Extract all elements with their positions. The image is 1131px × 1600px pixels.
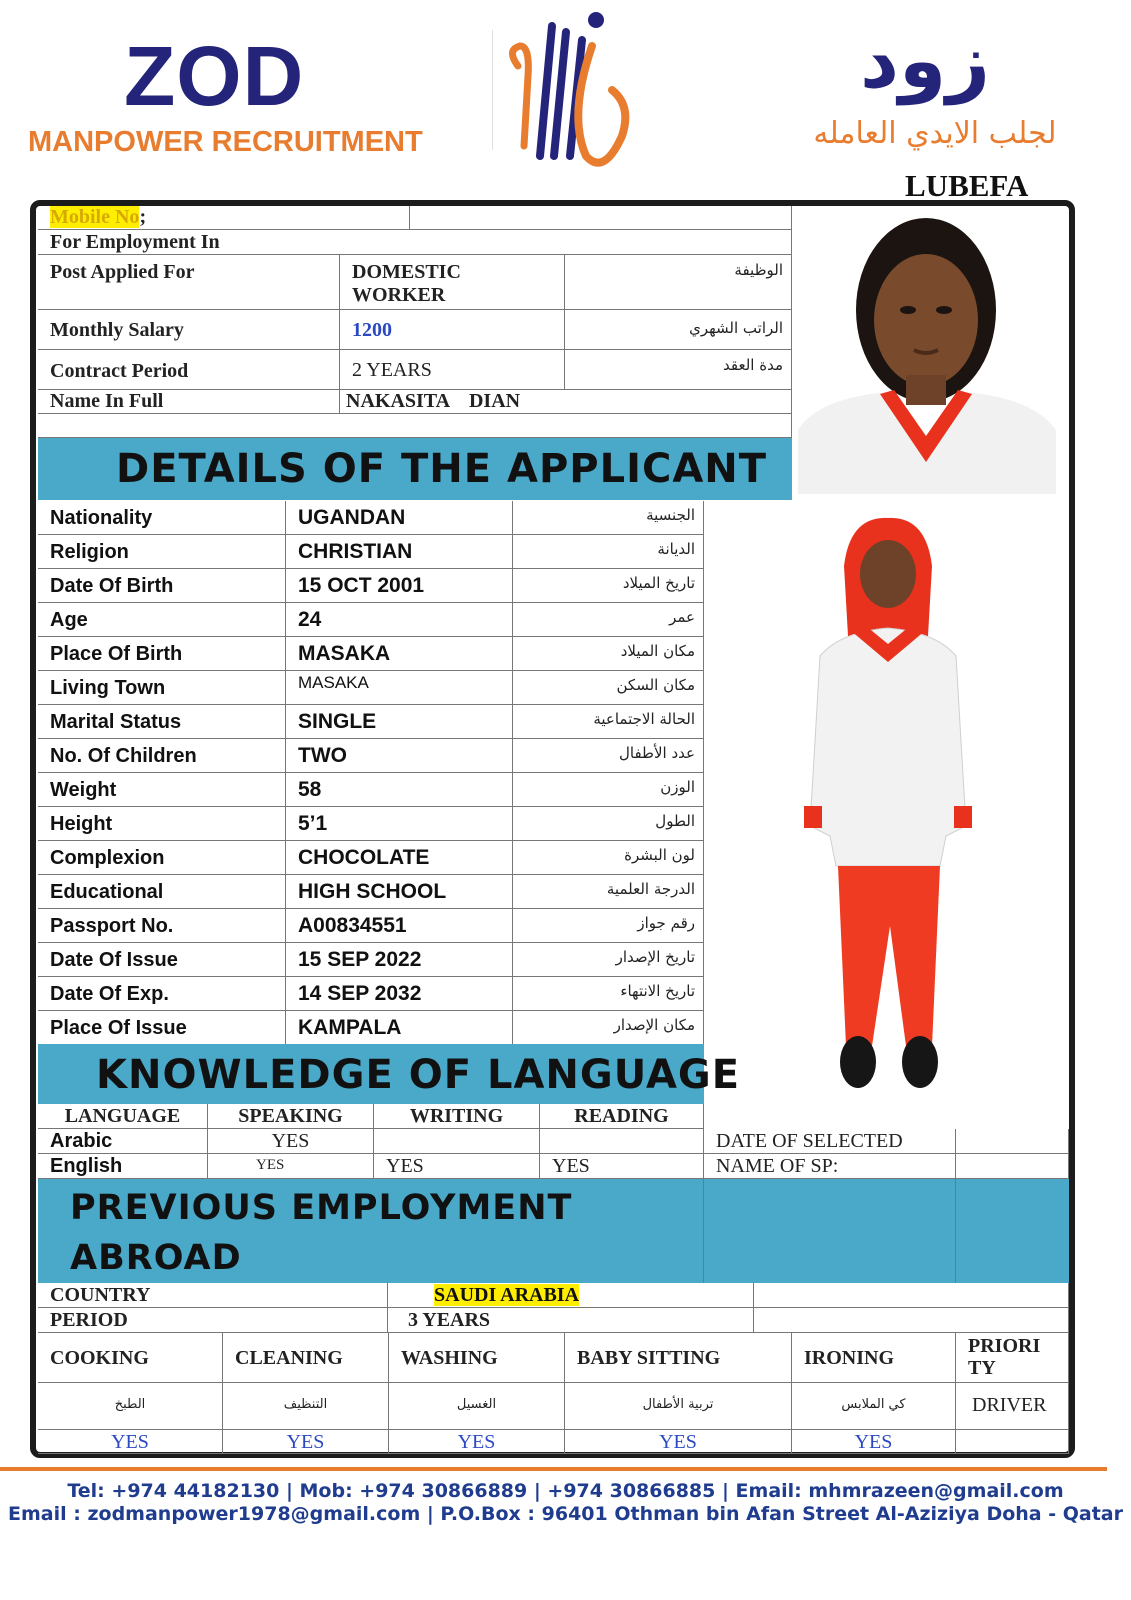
full-body-photo-icon xyxy=(760,506,1020,1106)
priority-value: DRIVER xyxy=(956,1383,1069,1430)
detail-arabic: تاريخ الإصدار xyxy=(513,943,704,977)
detail-value: 15 SEP 2022 xyxy=(286,943,513,977)
arabic-subtitle: لجلب الايدي العامله xyxy=(813,116,1057,151)
detail-label: Date Of Exp. xyxy=(38,977,286,1011)
detail-arabic: الوزن xyxy=(513,773,704,807)
detail-arabic: مكان السكن xyxy=(513,671,704,705)
employment-label: For Employment In xyxy=(38,230,792,255)
full-body-photo xyxy=(760,506,1020,1106)
lang-arabic-writing xyxy=(374,1129,540,1154)
detail-value: 14 SEP 2032 xyxy=(286,977,513,1011)
detail-label: No. Of Children xyxy=(38,739,286,773)
skill-header: IRONING xyxy=(792,1333,956,1383)
portrait-photo-icon xyxy=(798,210,1056,494)
lang-arabic-name: Arabic xyxy=(38,1129,208,1154)
detail-value: A00834551 xyxy=(286,909,513,943)
lang-english-writing: YES xyxy=(374,1154,540,1179)
detail-label: Complexion xyxy=(38,841,286,875)
detail-value: CHOCOLATE xyxy=(286,841,513,875)
detail-label: Educational xyxy=(38,875,286,909)
skill-arabic: كي الملابس xyxy=(792,1383,956,1430)
lang-arabic-reading xyxy=(540,1129,704,1154)
detail-arabic: رقم جواز xyxy=(513,909,704,943)
detail-label: Date Of Birth xyxy=(38,569,286,603)
skill-value: YES xyxy=(565,1430,792,1454)
detail-value: KAMPALA xyxy=(286,1011,513,1045)
details-title: DETAILS OF THE APPLICANT xyxy=(116,446,768,492)
previous-title-2: ABROAD xyxy=(70,1238,242,1278)
country-label: COUNTRY xyxy=(38,1283,388,1308)
name-sp-value xyxy=(956,1154,1069,1179)
skill-header: WASHING xyxy=(389,1333,565,1383)
arabic-brand: زود xyxy=(860,16,990,105)
detail-value: SINGLE xyxy=(286,705,513,739)
previous-banner-right xyxy=(956,1179,1069,1283)
lang-header-language: LANGUAGE xyxy=(38,1104,208,1129)
detail-label: Nationality xyxy=(38,501,286,535)
detail-label: Living Town xyxy=(38,671,286,705)
detail-arabic: الديانة xyxy=(513,535,704,569)
skill-value: YES xyxy=(792,1430,956,1454)
detail-arabic: الطول xyxy=(513,807,704,841)
brand-subtitle: MANPOWER RECRUITMENT xyxy=(28,126,423,158)
detail-value: TWO xyxy=(286,739,513,773)
detail-value: MASAKA xyxy=(286,671,513,705)
mobile-value xyxy=(410,206,792,230)
period-extra xyxy=(754,1308,1069,1333)
detail-value: CHRISTIAN xyxy=(286,535,513,569)
lang-header-writing: WRITING xyxy=(374,1104,540,1129)
salary-arabic: الراتب الشهري xyxy=(565,310,792,350)
date-selected-value xyxy=(956,1129,1069,1154)
detail-value: 24 xyxy=(286,603,513,637)
detail-label: Passport No. xyxy=(38,909,286,943)
detail-value: 15 OCT 2001 xyxy=(286,569,513,603)
mobile-label: Mobile No xyxy=(50,206,140,228)
detail-arabic: عدد الأطفال xyxy=(513,739,704,773)
lang-english-name: English xyxy=(38,1154,208,1179)
skill-value: YES xyxy=(389,1430,565,1454)
priority-label-line1: PRIORI xyxy=(968,1335,1041,1357)
priority-label-line2: TY xyxy=(968,1357,996,1379)
mobile-row xyxy=(38,206,410,230)
header-divider xyxy=(492,30,493,150)
detail-arabic: لون البشرة xyxy=(513,841,704,875)
detail-label: Date Of Issue xyxy=(38,943,286,977)
detail-label: Place Of Issue xyxy=(38,1011,286,1045)
previous-banner-mid xyxy=(704,1179,956,1283)
detail-value: 5’1 xyxy=(286,807,513,841)
detail-label: Weight xyxy=(38,773,286,807)
skill-arabic: الطبخ xyxy=(38,1383,223,1430)
skill-header: BABY SITTING xyxy=(565,1333,792,1383)
detail-arabic: تاريخ الانتهاء xyxy=(513,977,704,1011)
contract-label: Contract Period xyxy=(38,350,340,390)
priority-label xyxy=(956,1333,1069,1383)
lang-header-reading: READING xyxy=(540,1104,704,1129)
skill-arabic: الغسيل xyxy=(389,1383,565,1430)
detail-label: Religion xyxy=(38,535,286,569)
post-label: Post Applied For xyxy=(38,255,340,310)
date-selected-label: DATE OF SELECTED xyxy=(704,1129,956,1154)
name-value: NAKASITA DIAN xyxy=(340,390,792,414)
post-value-line1: DOMESTIC xyxy=(352,261,461,283)
footer-contact-line2: Email : zodmanpower1978@gmail.com | P.O.Box : 96401 Othman bin Afan Street Al-Aziziya Doha - Qatar xyxy=(8,1503,1123,1525)
detail-arabic: الجنسية xyxy=(513,501,704,535)
country-value: SAUDI ARABIA xyxy=(434,1284,580,1306)
post-arabic: الوظيفة xyxy=(565,255,792,310)
blank-row xyxy=(38,414,792,438)
country-value-cell xyxy=(388,1283,754,1308)
detail-value: HIGH SCHOOL xyxy=(286,875,513,909)
country-extra xyxy=(754,1283,1069,1308)
period-label: PERIOD xyxy=(38,1308,388,1333)
detail-label: Place Of Birth xyxy=(38,637,286,671)
detail-value: MASAKA xyxy=(286,637,513,671)
lang-english-reading: YES xyxy=(540,1154,704,1179)
detail-label: Age xyxy=(38,603,286,637)
name-label: Name In Full xyxy=(38,390,340,414)
skill-arabic: التنظيف xyxy=(223,1383,389,1430)
name-sp-label: NAME OF SP: xyxy=(704,1154,956,1179)
period-value: 3 YEARS xyxy=(388,1308,754,1333)
contract-arabic: مدة العقد xyxy=(565,350,792,390)
lang-arabic-speaking: YES xyxy=(208,1129,374,1154)
detail-arabic: تاريخ الميلاد xyxy=(513,569,704,603)
detail-value: UGANDAN xyxy=(286,501,513,535)
salary-label: Monthly Salary xyxy=(38,310,340,350)
lang-english-speaking: YES xyxy=(208,1154,374,1179)
brand-name: ZOD xyxy=(124,29,305,123)
zod-logo-icon xyxy=(500,6,640,176)
salary-value: 1200 xyxy=(340,310,565,350)
footer-contact-line1: Tel: +974 44182130 | Mob: +974 30866889 | +974 30866885 | Email: mhmrazeen@gmail.com xyxy=(67,1480,1064,1502)
mobile-suffix: ; xyxy=(139,206,147,228)
previous-title-1: PREVIOUS EMPLOYMENT xyxy=(70,1188,573,1228)
portrait-photo xyxy=(798,210,1056,494)
skill-header: CLEANING xyxy=(223,1333,389,1383)
post-value xyxy=(340,255,565,310)
detail-arabic: الدرجة العلمية xyxy=(513,875,704,909)
skill-value: YES xyxy=(38,1430,223,1454)
footer-divider xyxy=(0,1467,1107,1471)
contract-value: 2 YEARS xyxy=(340,350,565,390)
agency-name: LUBEFA xyxy=(905,168,1029,203)
skill-value: YES xyxy=(223,1430,389,1454)
post-value-line2: WORKER xyxy=(352,284,446,306)
detail-value: 58 xyxy=(286,773,513,807)
priority-blank xyxy=(956,1430,1069,1454)
skill-arabic: تربية الأطفال xyxy=(565,1383,792,1430)
detail-arabic: مكان الإصدار xyxy=(513,1011,704,1045)
detail-arabic: الحالة الاجتماعية xyxy=(513,705,704,739)
detail-arabic: مكان الميلاد xyxy=(513,637,704,671)
language-title: KNOWLEDGE OF LANGUAGE xyxy=(96,1052,741,1098)
skill-header: COOKING xyxy=(38,1333,223,1383)
detail-arabic: عمر xyxy=(513,603,704,637)
lang-header-speaking: SPEAKING xyxy=(208,1104,374,1129)
detail-label: Marital Status xyxy=(38,705,286,739)
detail-label: Height xyxy=(38,807,286,841)
